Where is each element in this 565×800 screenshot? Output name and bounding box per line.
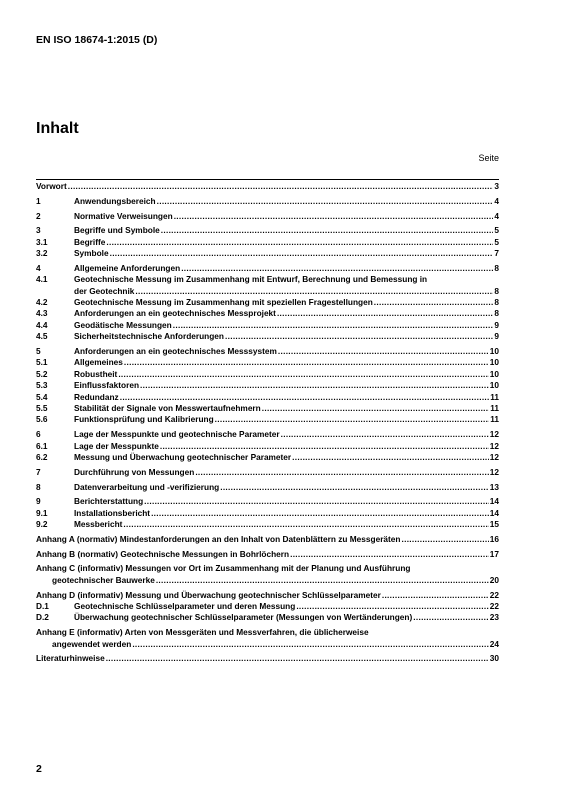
leader-dots (132, 639, 488, 650)
toc-entry-page: 14 (489, 496, 499, 507)
toc-entry-title: Sicherheitstechnische Anforderungen (74, 331, 224, 342)
toc-entry-page: 8 (494, 297, 499, 308)
toc-entry-number: 5.1 (36, 357, 48, 368)
leader-dots (215, 414, 490, 425)
page-number: 2 (36, 763, 42, 775)
toc-entry-title: Anforderungen an ein geotechnisches Messsystem (74, 346, 277, 357)
toc-entry-page: 7 (494, 248, 499, 259)
toc-entry[interactable] (36, 380, 499, 391)
toc-entry-title: Redundanz (74, 391, 119, 402)
leader-dots (106, 237, 493, 248)
toc-entry-title: Berichterstattung (74, 496, 144, 507)
toc-entry-page: 8 (494, 308, 499, 319)
toc-entry-title-continued: geotechnischer Bauwerke (52, 574, 155, 585)
toc-entry-page: 22 (489, 589, 499, 600)
toc-entry-title: Anforderungen an ein geotechnisches Messprojekt (74, 308, 276, 319)
toc-entry[interactable] (36, 357, 499, 368)
toc-entry-title: Literaturhinweise (36, 653, 105, 664)
toc-entry-continuation[interactable] (36, 639, 499, 650)
toc-entry-title-continued: angewendet werden (52, 638, 132, 649)
toc-entry-page: 10 (489, 368, 499, 379)
toc-entry-title: Allgemeines (74, 357, 123, 368)
toc-entry[interactable] (36, 237, 499, 248)
toc-entry-title: Überwachung geotechnischer Schlüsselparameter (Messungen von Wertänderungen) (74, 612, 413, 623)
toc-entry-title-continued: der Geotechnik (74, 285, 135, 296)
toc-entry-title: Vorwort (36, 181, 67, 191)
leader-dots (225, 331, 493, 342)
toc-entry-number: 5.3 (36, 380, 48, 391)
toc-entry-page: 17 (489, 548, 499, 559)
leader-dots (118, 369, 488, 380)
toc-entry-title: Lage der Messpunkte (74, 440, 159, 451)
leader-dots (120, 392, 490, 403)
toc-entry-number: 4.1 (36, 274, 48, 285)
leader-dots (106, 653, 489, 664)
toc-entry[interactable] (36, 549, 499, 560)
toc-entry[interactable] (36, 467, 499, 478)
toc-entry[interactable] (36, 211, 499, 222)
leader-dots (382, 590, 489, 601)
toc-entry-title: Anhang B (normativ) Geotechnische Messungen in Bohrlöchern (36, 548, 290, 559)
toc-entry-page: 11 (490, 391, 499, 402)
leader-dots (135, 286, 493, 297)
leader-dots (296, 601, 488, 612)
toc-entry-number: 2 (36, 210, 41, 221)
toc-entry-number: 4.2 (36, 297, 48, 308)
toc-entry-page: 10 (489, 380, 499, 391)
toc-entry-number: 1 (36, 195, 41, 206)
toc-entry[interactable] (36, 263, 499, 274)
toc-entry-number: 4.4 (36, 319, 48, 330)
toc-entry-title: Symbole (74, 248, 109, 259)
leader-dots (401, 534, 488, 545)
toc-entry[interactable] (36, 508, 499, 519)
leader-dots (161, 225, 494, 236)
toc-entry-number: 5.2 (36, 368, 48, 379)
toc-entry-page: 5 (494, 236, 499, 247)
toc-entry[interactable] (36, 196, 499, 207)
toc-entry-page: 23 (489, 612, 499, 623)
toc-entry-page: 3 (494, 181, 499, 191)
toc-entry-page: 5 (494, 225, 499, 236)
leader-dots (174, 211, 494, 222)
toc-entry-page: 12 (489, 466, 499, 477)
toc-entry-number: 3 (36, 225, 41, 236)
leader-dots (262, 403, 489, 414)
toc-entry-page: 4 (494, 195, 499, 206)
toc-entry-number: 6.2 (36, 451, 48, 462)
toc-entry[interactable] (36, 627, 499, 638)
toc-entry[interactable] (36, 482, 499, 493)
leader-dots (124, 357, 489, 368)
toc-entry-title: Lage der Messpunkte und geotechnische Parameter (74, 429, 280, 440)
toc-entry-number: 4 (36, 262, 41, 273)
toc-entry-title: Anhang D (informativ) Messung und Überwachung geotechnischer Schlüsselparameter (36, 589, 381, 600)
toc-entry-number: 9 (36, 496, 41, 507)
toc-entry-title: Messbericht (74, 519, 123, 530)
toc-entry[interactable] (36, 403, 499, 414)
toc-entry[interactable] (36, 225, 499, 236)
toc-entry-page: 4 (494, 210, 499, 221)
toc-entry[interactable] (36, 369, 499, 380)
toc-entry-title: Anhang E (informativ) Arten von Messgeräten und Messverfahren, die üblicherweise (36, 627, 369, 638)
toc-entry-page: 11 (490, 402, 499, 413)
toc-entry-number: D.2 (36, 612, 49, 623)
toc-entry[interactable] (36, 331, 499, 342)
toc-entry-page: 16 (489, 533, 499, 544)
toc-entry[interactable] (36, 612, 499, 623)
toc-entry-title: Geotechnische Messung im Zusammenhang mit Entwurf, Berechnung und Bemessung in (74, 274, 428, 285)
leader-dots (278, 346, 489, 357)
toc-entry-title: Begriffe (74, 236, 106, 247)
toc-entry-title: Geotechnische Messung im Zusammenhang mit speziellen Fragestellungen (74, 297, 373, 308)
toc-entry-page: 8 (494, 262, 499, 273)
toc-entry[interactable] (36, 519, 499, 530)
toc-entry-page: 12 (489, 451, 499, 462)
toc-entry-continuation[interactable] (36, 286, 499, 297)
toc-entry[interactable] (36, 274, 499, 285)
toc-entry-title: Durchführung von Messungen (74, 466, 195, 477)
toc-entry[interactable] (36, 320, 499, 331)
toc-entry[interactable] (36, 563, 499, 574)
toc-entry[interactable] (36, 346, 499, 357)
leader-dots (181, 263, 493, 274)
toc-entry-page: 9 (494, 331, 499, 342)
toc-entry-number: 5.6 (36, 414, 48, 425)
table-of-contents (36, 181, 499, 665)
toc-entry[interactable] (36, 429, 499, 440)
toc-entry-number: 3.2 (36, 248, 48, 259)
toc-entry-page: 13 (489, 481, 499, 492)
toc-entry-number: 9.1 (36, 507, 48, 518)
toc-entry-page: 30 (489, 653, 499, 664)
toc-entry-number: 4.3 (36, 308, 48, 319)
leader-dots (140, 380, 489, 391)
page-column-label: Seite (478, 153, 499, 163)
toc-entry-number: 4.5 (36, 331, 48, 342)
toc-entry-title: Anhang C (informativ) Messungen vor Ort im Zusammenhang mit der Planung und Ausführung (36, 563, 411, 574)
toc-entry[interactable] (36, 297, 499, 308)
toc-entry-page: 20 (489, 574, 499, 585)
leader-dots (281, 429, 489, 440)
leader-dots (277, 308, 493, 319)
toc-entry-title: Robustheit (74, 368, 118, 379)
leader-dots (156, 575, 489, 586)
toc-entry-title: Anwendungsbereich (74, 195, 156, 206)
leader-dots (220, 482, 489, 493)
toc-entry-title: Funktionsprüfung und Kalibrierung (74, 414, 214, 425)
toc-entry-number: 6 (36, 429, 41, 440)
document-identifier: EN ISO 18674-1:2015 (D) (36, 34, 158, 46)
toc-entry-number: 9.2 (36, 519, 48, 530)
toc-entry[interactable] (36, 414, 499, 425)
leader-dots (160, 441, 489, 452)
toc-entry[interactable] (36, 601, 499, 612)
toc-entry[interactable] (36, 181, 499, 192)
toc-entry-number: 8 (36, 481, 41, 492)
leader-dots (290, 549, 489, 560)
toc-entry-number: 5.4 (36, 391, 48, 402)
toc-entry[interactable] (36, 496, 499, 507)
leader-dots (144, 496, 489, 507)
toc-entry-number: 6.1 (36, 440, 48, 451)
toc-entry-number: 5 (36, 346, 41, 357)
toc-entry-page: 24 (489, 638, 499, 649)
leader-dots (292, 452, 489, 463)
toc-entry-title: Einflussfaktoren (74, 380, 140, 391)
toc-entry-title: Geotechnische Schlüsselparameter und deren Messung (74, 600, 296, 611)
toc-entry-page: 10 (489, 346, 499, 357)
toc-entry[interactable] (36, 590, 499, 601)
toc-entry[interactable] (36, 248, 499, 259)
toc-entry-page: 8 (494, 285, 499, 296)
leader-dots (151, 508, 489, 519)
toc-entry-number: 3.1 (36, 236, 48, 247)
leader-dots (110, 248, 494, 259)
toc-entry-page: 15 (489, 519, 499, 530)
toc-entry-page: 14 (489, 507, 499, 518)
leader-dots (68, 181, 494, 192)
leader-dots (374, 297, 494, 308)
toc-entry-title: Normative Verweisungen (74, 210, 173, 221)
toc-entry-title: Anhang A (normativ) Mindestanforderungen an den Inhalt von Datenblättern zu Messgeräten (36, 533, 401, 544)
toc-entry[interactable] (36, 534, 499, 545)
toc-entry-page: 10 (489, 357, 499, 368)
toc-entry-number: D.1 (36, 600, 49, 611)
toc-entry-title: Begriffe und Symbole (74, 225, 160, 236)
toc-entry-continuation[interactable] (36, 575, 499, 586)
toc-entry-page: 12 (489, 440, 499, 451)
leader-dots (195, 467, 488, 478)
leader-dots (157, 196, 494, 207)
toc-entry-page: 22 (489, 600, 499, 611)
toc-entry-title: Geodätische Messungen (74, 319, 172, 330)
toc-entry[interactable] (36, 653, 499, 664)
toc-entry-page: 9 (494, 319, 499, 330)
toc-entry-title: Messung und Überwachung geotechnischer Parameter (74, 451, 292, 462)
toc-entry-title: Datenverarbeitung und -verifizierung (74, 481, 220, 492)
leader-dots (413, 612, 489, 623)
toc-entry-number: 7 (36, 466, 41, 477)
toc-entry-title: Allgemeine Anforderungen (74, 262, 181, 273)
page-title: Inhalt (36, 120, 79, 137)
toc-entry-number: 5.5 (36, 402, 48, 413)
leader-dots (173, 320, 494, 331)
toc-entry[interactable] (36, 392, 499, 403)
toc-top-rule (36, 179, 499, 180)
toc-entry-page: 11 (490, 414, 499, 425)
toc-entry-page: 12 (489, 429, 499, 440)
toc-entry-title: Installationsbericht (74, 507, 151, 518)
toc-entry[interactable] (36, 452, 499, 463)
toc-entry-title: Stabilität der Signale von Messwertaufnehmern (74, 402, 261, 413)
toc-entry[interactable] (36, 441, 499, 452)
leader-dots (123, 519, 488, 530)
toc-entry[interactable] (36, 308, 499, 319)
